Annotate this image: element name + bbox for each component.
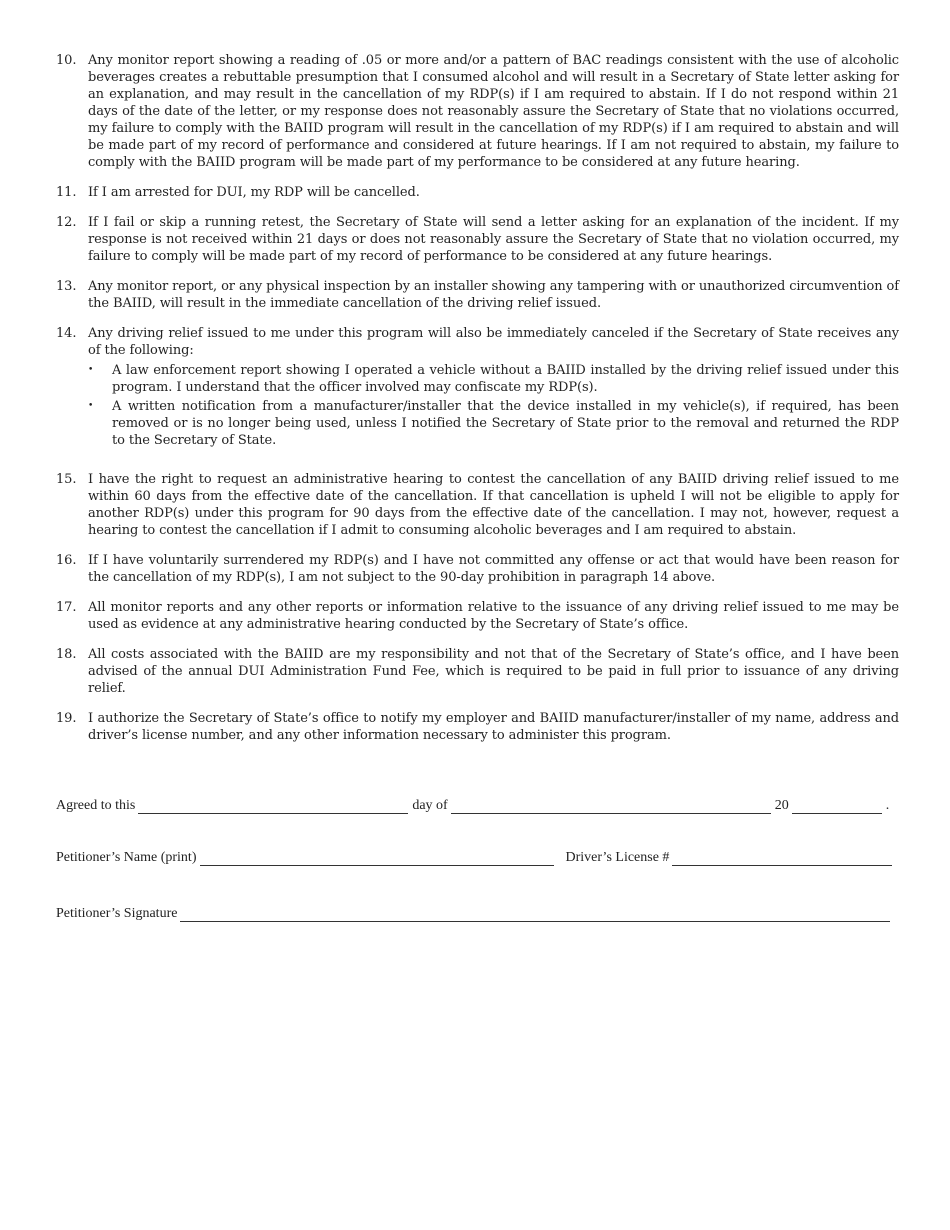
signature-field[interactable] bbox=[180, 907, 890, 922]
petitioner-name-label: Petitioner’s Name (print) bbox=[56, 850, 197, 865]
petitioner-row-wrap bbox=[56, 850, 899, 866]
year-prefix-label: 20 bbox=[774, 798, 789, 813]
bullet-text: A written notification from a manufacturer/installer that the device installed in my vehicle(s), if required, has been removed or is no longer being used, unless I notified the Secretary of State prior to the removal and returned the RDP to the Secretary of State. bbox=[112, 399, 899, 448]
item-text: Any monitor report showing a reading of .05 or more and/or a pattern of BAC readings consistent with the use of alcoholic beverages creates a rebuttable presumption that I consumed alcohol and will result in a Secretary of State letter asking for an explanation, and may result in the cancellation of my RDP(s) if I am required to abstain. If I do not respond within 21 days of the date of the letter, or my response does not reasonably assure the Secretary of State that no violations occurred, my failure to comply with the BAIID program will result in the cancellation of my RDP(s) if I am required to abstain and will be made part of my record of performance and considered at future hearings. If I am not required to abstain, my failure to comply with the BAIID program will be made part of my performance to be considered at any future hearing. bbox=[88, 53, 899, 170]
item-text: If I am arrested for DUI, my RDP will be cancelled. bbox=[88, 185, 420, 200]
item-number: 16. bbox=[56, 553, 77, 568]
year-field[interactable] bbox=[792, 799, 882, 814]
item-text: All monitor reports and any other reports or information relative to the issuance of any driving relief issued to me may be used as evidence at any administrative hearing conducted by the Secretary of State’s office. bbox=[88, 600, 899, 632]
list-item bbox=[56, 325, 899, 451]
bullet-icon: • bbox=[88, 401, 94, 411]
item-text: Any monitor report, or any physical inspection by an installer showing any tampering with or unauthorized circumvention of the BAIID, will result in the immediate cancellation of the driving relief issued. bbox=[88, 279, 899, 311]
month-field[interactable] bbox=[451, 799, 771, 814]
numbered-items bbox=[56, 52, 899, 744]
item-number: 13. bbox=[56, 279, 77, 294]
petitioner-name-field[interactable] bbox=[200, 851, 554, 866]
bullet-item bbox=[88, 362, 899, 396]
agreed-date-row bbox=[56, 798, 899, 814]
signature-row-wrap bbox=[56, 906, 899, 922]
item-text: If I have voluntarily surrendered my RDP(s) and I have not committed any offense or act that would have been reason for the cancellation of my RDP(s), I am not subject to the 90-day prohibition in paragraph 14 above. bbox=[88, 553, 899, 585]
item-number: 10. bbox=[56, 53, 77, 68]
item-text: I authorize the Secretary of State’s office to notify my employer and BAIID manufacturer/installer of my name, address and driver’s license number, and any other information necessary to administer this program. bbox=[88, 711, 899, 743]
item-number: 17. bbox=[56, 600, 77, 615]
list-item bbox=[56, 710, 899, 744]
list-item bbox=[56, 599, 899, 633]
list-item bbox=[56, 278, 899, 312]
item-number: 14. bbox=[56, 326, 77, 341]
agreed-label: Agreed to this bbox=[56, 798, 136, 813]
item-text: All costs associated with the BAIID are my responsibility and not that of the Secretary of State’s office, and I have been advised of the annual DUI Administration Fund Fee, which is required to be paid in full prior to issuance of any driving relief. bbox=[88, 647, 899, 696]
list-item bbox=[56, 646, 899, 697]
item-number: 11. bbox=[56, 185, 77, 200]
bullet-icon: • bbox=[88, 365, 94, 375]
item-number: 19. bbox=[56, 711, 77, 726]
agreed-day-field[interactable] bbox=[138, 799, 408, 814]
list-item bbox=[56, 471, 899, 539]
item-text: I have the right to request an administrative hearing to contest the cancellation of any BAIID driving relief issued to me within 60 days from the effective date of the cancellation. If that cancellation is upheld I will not be eligible to apply for another RDP(s) under this program for 90 days from the effective date of the cancellation. I may not, however, request a hearing to contest the cancellation if I admit to consuming alcoholic beverages and I am required to abstain. bbox=[88, 472, 899, 538]
drivers-license-label: Driver’s License # bbox=[565, 850, 670, 865]
day-of-label: day of bbox=[412, 798, 448, 813]
item-number: 18. bbox=[56, 647, 77, 662]
item-text: Any driving relief issued to me under this program will also be immediately canceled if the Secretary of State receives any of the following: bbox=[88, 326, 899, 358]
item-number: 12. bbox=[56, 215, 77, 230]
item-text: If I fail or skip a running retest, the Secretary of State will send a letter asking for an explanation of the incident. If my response is not received within 21 days or does not reasonably assure the Secretary of State that no violation occurred, my failure to comply will be made part of my record of performance to be considered at any future hearings. bbox=[88, 215, 899, 264]
agreement-form bbox=[56, 798, 899, 814]
bullet-item bbox=[88, 398, 899, 449]
list-item bbox=[56, 184, 899, 201]
petitioner-row bbox=[56, 850, 899, 866]
terms-list bbox=[56, 52, 899, 757]
bullet-list bbox=[88, 362, 899, 449]
list-item bbox=[56, 214, 899, 265]
period-mark: . bbox=[885, 798, 890, 813]
signature-label: Petitioner’s Signature bbox=[56, 906, 178, 921]
item-body bbox=[88, 325, 899, 451]
item-number: 15. bbox=[56, 472, 77, 487]
bullet-text: A law enforcement report showing I operated a vehicle without a BAIID installed by the driving relief issued under this program. I understand that the officer involved may confiscate my RDP(s). bbox=[112, 363, 899, 395]
drivers-license-field[interactable] bbox=[672, 851, 892, 866]
signature-row bbox=[56, 906, 899, 922]
list-item bbox=[56, 552, 899, 586]
list-item bbox=[56, 52, 899, 171]
